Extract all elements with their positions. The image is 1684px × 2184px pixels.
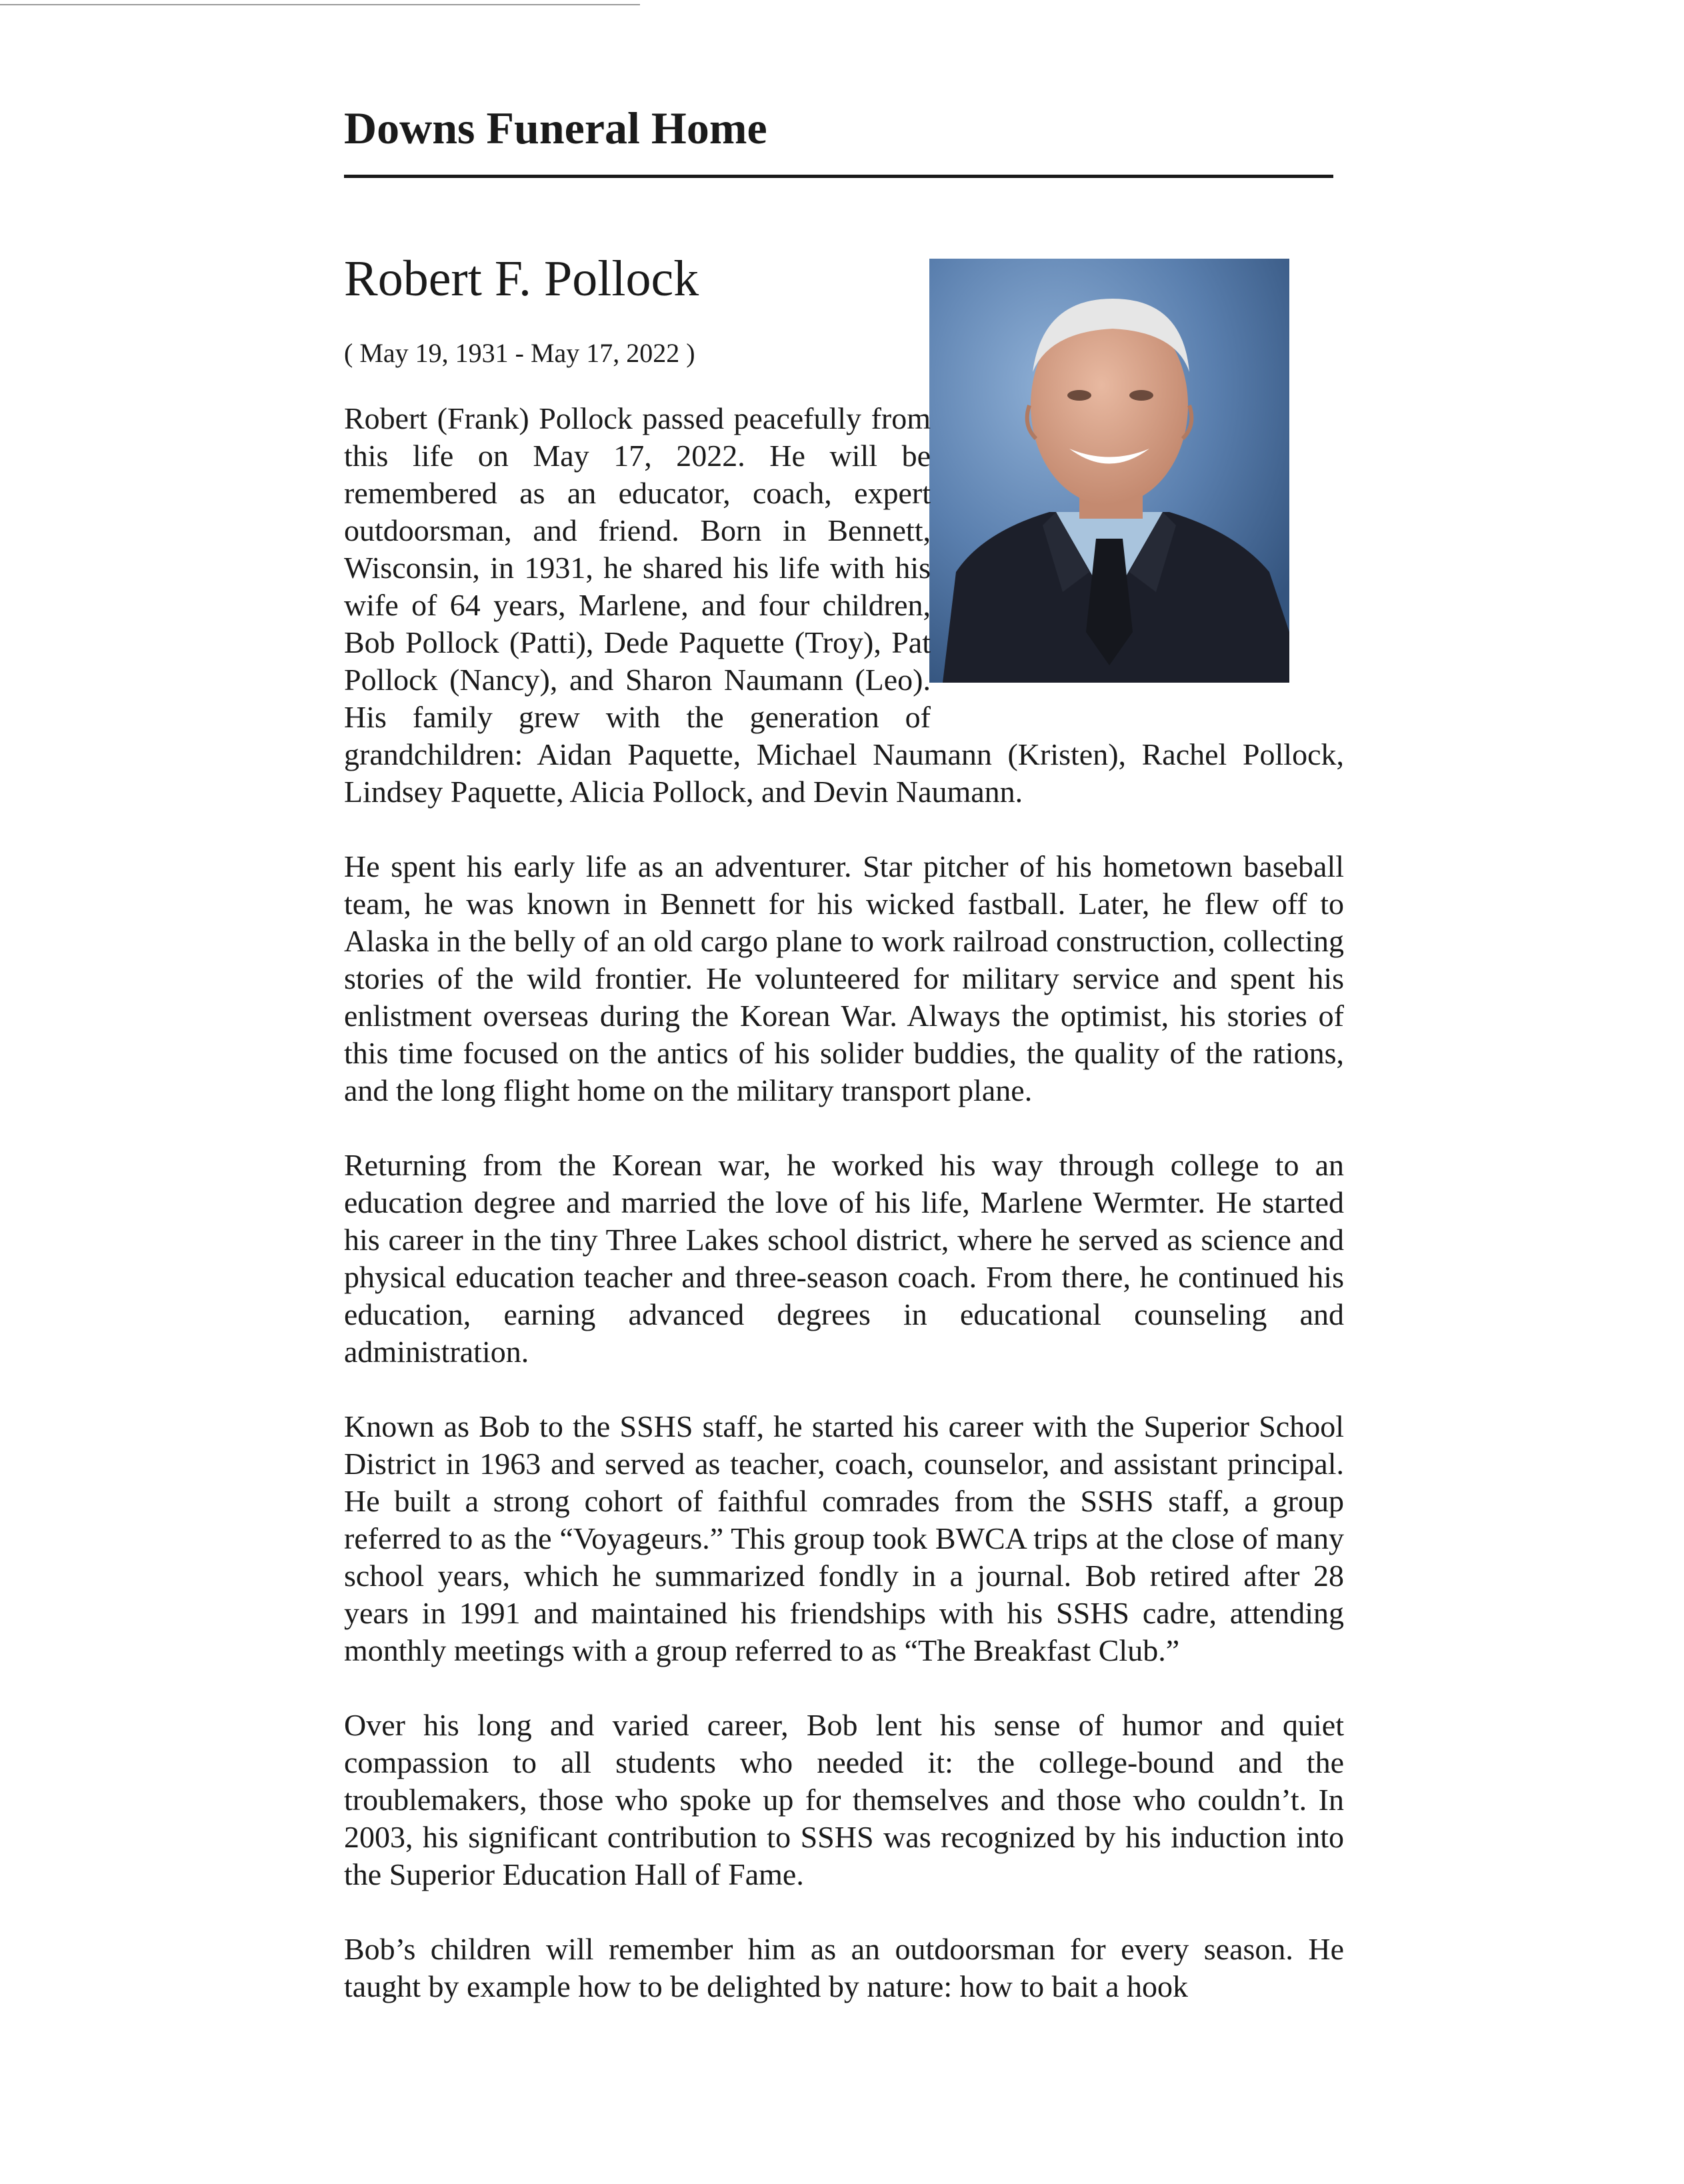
- paragraph-6: Bob’s children will remember him as an outdoorsman for every season. He taught by example how to be delighted by nature: how to bait a hook: [344, 1932, 1344, 2003]
- paragraph-2: He spent his early life as an adventurer. Star pitcher of his hometown baseball team, he was known in Bennett for his wicked fastball. Later, he flew off to Alaska in the belly of an old cargo plane to work railroad construction, collecting stories of the wild frontier. He volunteered for military service and spent his enlistment overseas during the Korean War. Always the optimist, his stories of this time focused on the antics of his solider buddies, the quality of the rations, and the long flight home on the military transport plane.: [344, 849, 1344, 1107]
- header-divider: [344, 175, 1333, 178]
- deceased-name: Robert F. Pollock: [344, 251, 699, 307]
- photo-wrap-spacer: [931, 400, 1344, 705]
- paragraph-4: Known as Bob to the SSHS staff, he started his career with the Superior School District in 1963 and served as teacher, coach, counselor, and assistant principal. He built a strong cohort of faithful comrades from the SSHS staff, a group referred to as the “Voyageurs.” This group took BWCA trips at the close of many school years, which he summarized fondly in a journal. Bob retired after 28 years in 1991 and maintained his friendships with his SSHS cadre, attending monthly meetings with a group referred to as “The Breakfast Club.”: [344, 1409, 1344, 1667]
- funeral-home-title: Downs Funeral Home: [344, 103, 767, 153]
- obituary-body: [344, 400, 1344, 2005]
- paragraph-5: Over his long and varied career, Bob lent his sense of humor and quiet compassion to all students who needed it: the college-bound and the troublemakers, those who spoke up for themselves and those who couldn’t. In 2003, his significant contribution to SSHS was recognized by his induction into the Superior Education Hall of Fame.: [344, 1708, 1344, 1891]
- scan-edge-line: [0, 4, 640, 5]
- paragraph-1: Robert (Frank) Pollock passed peacefully from this life on May 17, 2022. He will be remembered as an educator, coach, expert outdoorsman, and friend. Born in Bennett, Wisconsin, in 1931, he shared his life with his wife of 64 years, Marlene, and four children, Bob Pollock (Patti), Dede Paquette (Troy), Pat Pollock (Nancy), and Sharon Naumann (Leo). His family grew with the generation of grandchildren: Aidan Paquette, Michael Naumann (Kristen), Rachel Pollock, Lindsey Paquette, Alicia Pollock, and Devin Naumann.: [344, 401, 1344, 809]
- paragraph-3: Returning from the Korean war, he worked his way through college to an education degree and married the love of his life, Marlene Wermter. He started his career in the tiny Three Lakes school district, where he served as science and physical education teacher and three-season coach. From there, he continued his education, earning advanced degrees in educational counseling and administration.: [344, 1148, 1344, 1369]
- life-dates: ( May 19, 1931 - May 17, 2022 ): [344, 338, 695, 368]
